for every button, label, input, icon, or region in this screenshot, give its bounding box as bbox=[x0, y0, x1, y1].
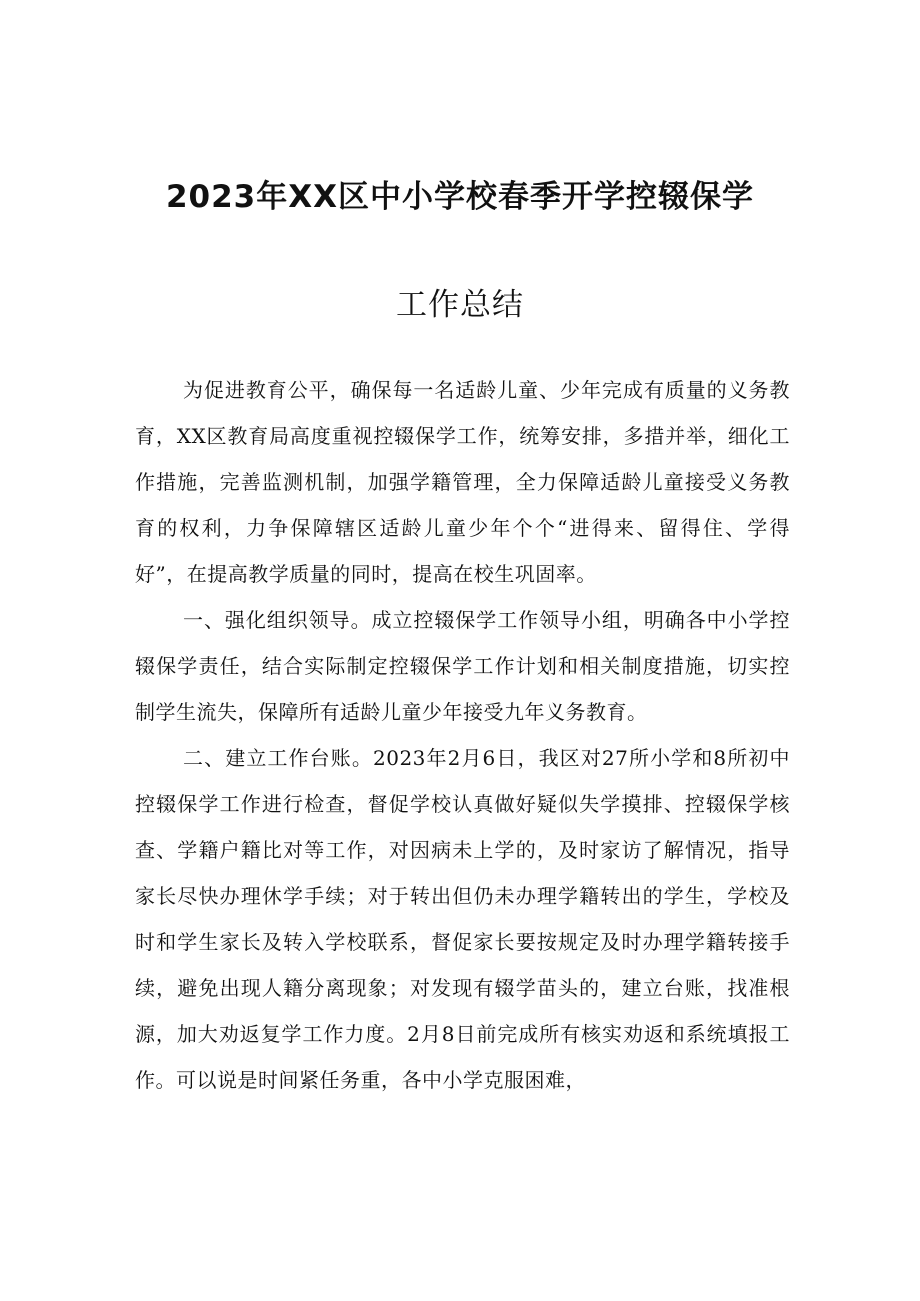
paragraph-intro: 为促进教育公平，确保每一名适龄儿童、少年完成有质量的义务教育，XX区教育局高度重视控辍保学工作，统筹安排，多措并举，细化工作措施，完善监测机制，加强学籍管理，全力保障适龄儿童接受义务教育的权利，力争保障辖区适龄儿童少年个个“进得来、留得住、学得好”，在提高教学质量的同时，提高在校生巩固率。 bbox=[135, 378, 790, 586]
paragraph-section-1: 一、强化组织领导。成立控辍保学工作领导小组，明确各中小学控辍保学责任，结合实际制定控辍保学工作计划和相关制度措施，切实控制学生流失，保障所有适龄儿童少年接受九年义务教育。 bbox=[135, 608, 790, 724]
document-title-line-2: 工作总结 bbox=[396, 287, 524, 323]
paragraph-section-2: 二、建立工作台账。2023年2月6日，我区对27所小学和8所初中控辍保学工作进行检查，督促学校认真做好疑似失学摸排、控辍保学核查、学籍户籍比对等工作，对因病未上学的，及时家访了解情况，指导家长尽快办理休学手续；对于转出但仍未办理学籍转出的学生，学校及时和学生家长及转入学校联系，督促家长要按规定及时办理学籍转接手续，避免出现人籍分离现象；对发现有辍学苗头的，建立台账，找准根源，加大劝返复学工作力度。2月8日前完成所有核实劝返和系统填报工作。可以说是时间紧任务重，各中小学克服困难， bbox=[135, 746, 790, 1092]
document-title-line-1: 2023年XX区中小学校春季开学控辍保学 bbox=[165, 179, 755, 215]
document-body bbox=[135, 367, 790, 1103]
